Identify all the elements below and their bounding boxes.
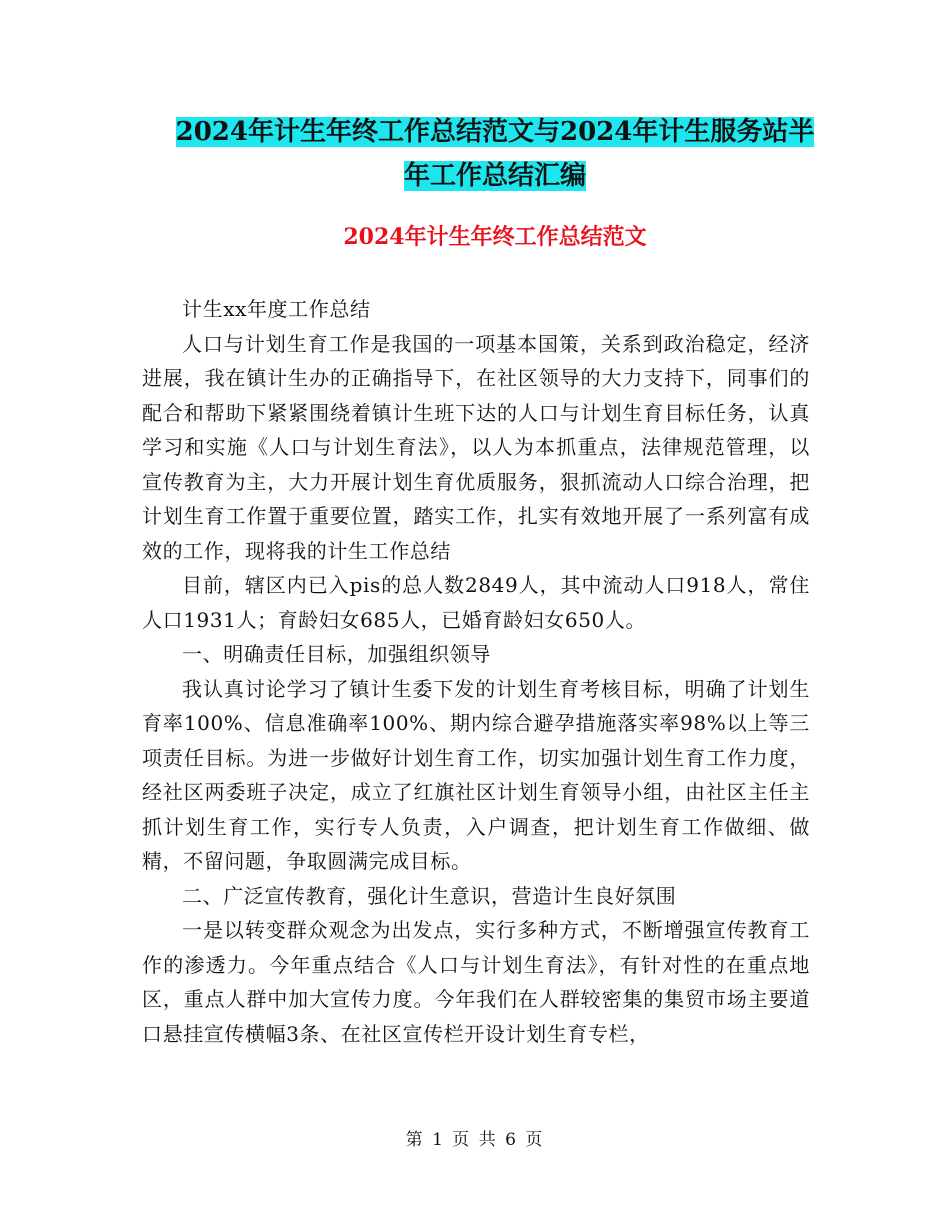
document-body (142, 292, 810, 1051)
paragraph-publicity: 一是以转变群众观念为出发点，实行多种方式，不断增强宣传教育工作的渗透力。今年重点结合《人口与计划生育法》，有针对性的在重点地区，重点人群中加大宣传力度。今年我们在人群较密集的集贸市场主要道口悬挂宣传横幅3条、在社区宣传栏开设计划生育专栏， (142, 918, 810, 1046)
document-title-line1: 2024年计生年终工作总结范文与2024年计生服务站半 (175, 117, 815, 147)
section-title: 2024年计生年终工作总结范文 (343, 224, 647, 250)
document-title-line2: 年工作总结汇编 (403, 161, 586, 191)
paragraph-targets: 我认真讨论学习了镇计生委下发的计划生育考核目标，明确了计划生育率100%、信息准确率100%、期内综合避孕措施落实率98%以上等三项责任目标。为进一步做好计划生育工作，切实加强计划生育工作力度，经社区两委班子决定，成立了红旗社区计划生育领导小组，由社区主任主抓计划生育工作，实行专人负责，入户调查，把计划生育工作做细、做精，不留问题，争取圆满完成目标。 (142, 676, 810, 873)
paragraph-intro: 人口与计划生育工作是我国的一项基本国策，关系到政治稳定，经济进展，我在镇计生办的正确指导下，在社区领导的大力支持下，同事们的配合和帮助下紧紧围绕着镇计生班下达的人口与计划生育目标任务，认真学习和实施《人口与计划生育法》，以人为本抓重点，法律规范管理，以宣传教育为主，大力开展计划生育优质服务，狠抓流动人口综合治理，把计划生育工作置于重要位置，踏实工作，扎实有效地开展了一系列富有成效的工作，现将我的计生工作总结 (142, 331, 810, 563)
paragraph-statistics: 目前，辖区内已入pis的总人数2849人，其中流动人口918人，常住人口1931人；育龄妇女685人，已婚育龄妇女650人。 (142, 573, 810, 632)
page-footer: 第 1 页 共 6 页 (405, 1130, 545, 1150)
paragraph-heading-two: 二、广泛宣传教育，强化计生意识，营造计生良好氛围 (182, 883, 677, 908)
paragraph-subtitle: 计生xx年度工作总结 (182, 297, 371, 321)
document-title (140, 110, 850, 198)
paragraph-heading-one: 一、明确责任目标，加强组织领导 (182, 642, 491, 666)
